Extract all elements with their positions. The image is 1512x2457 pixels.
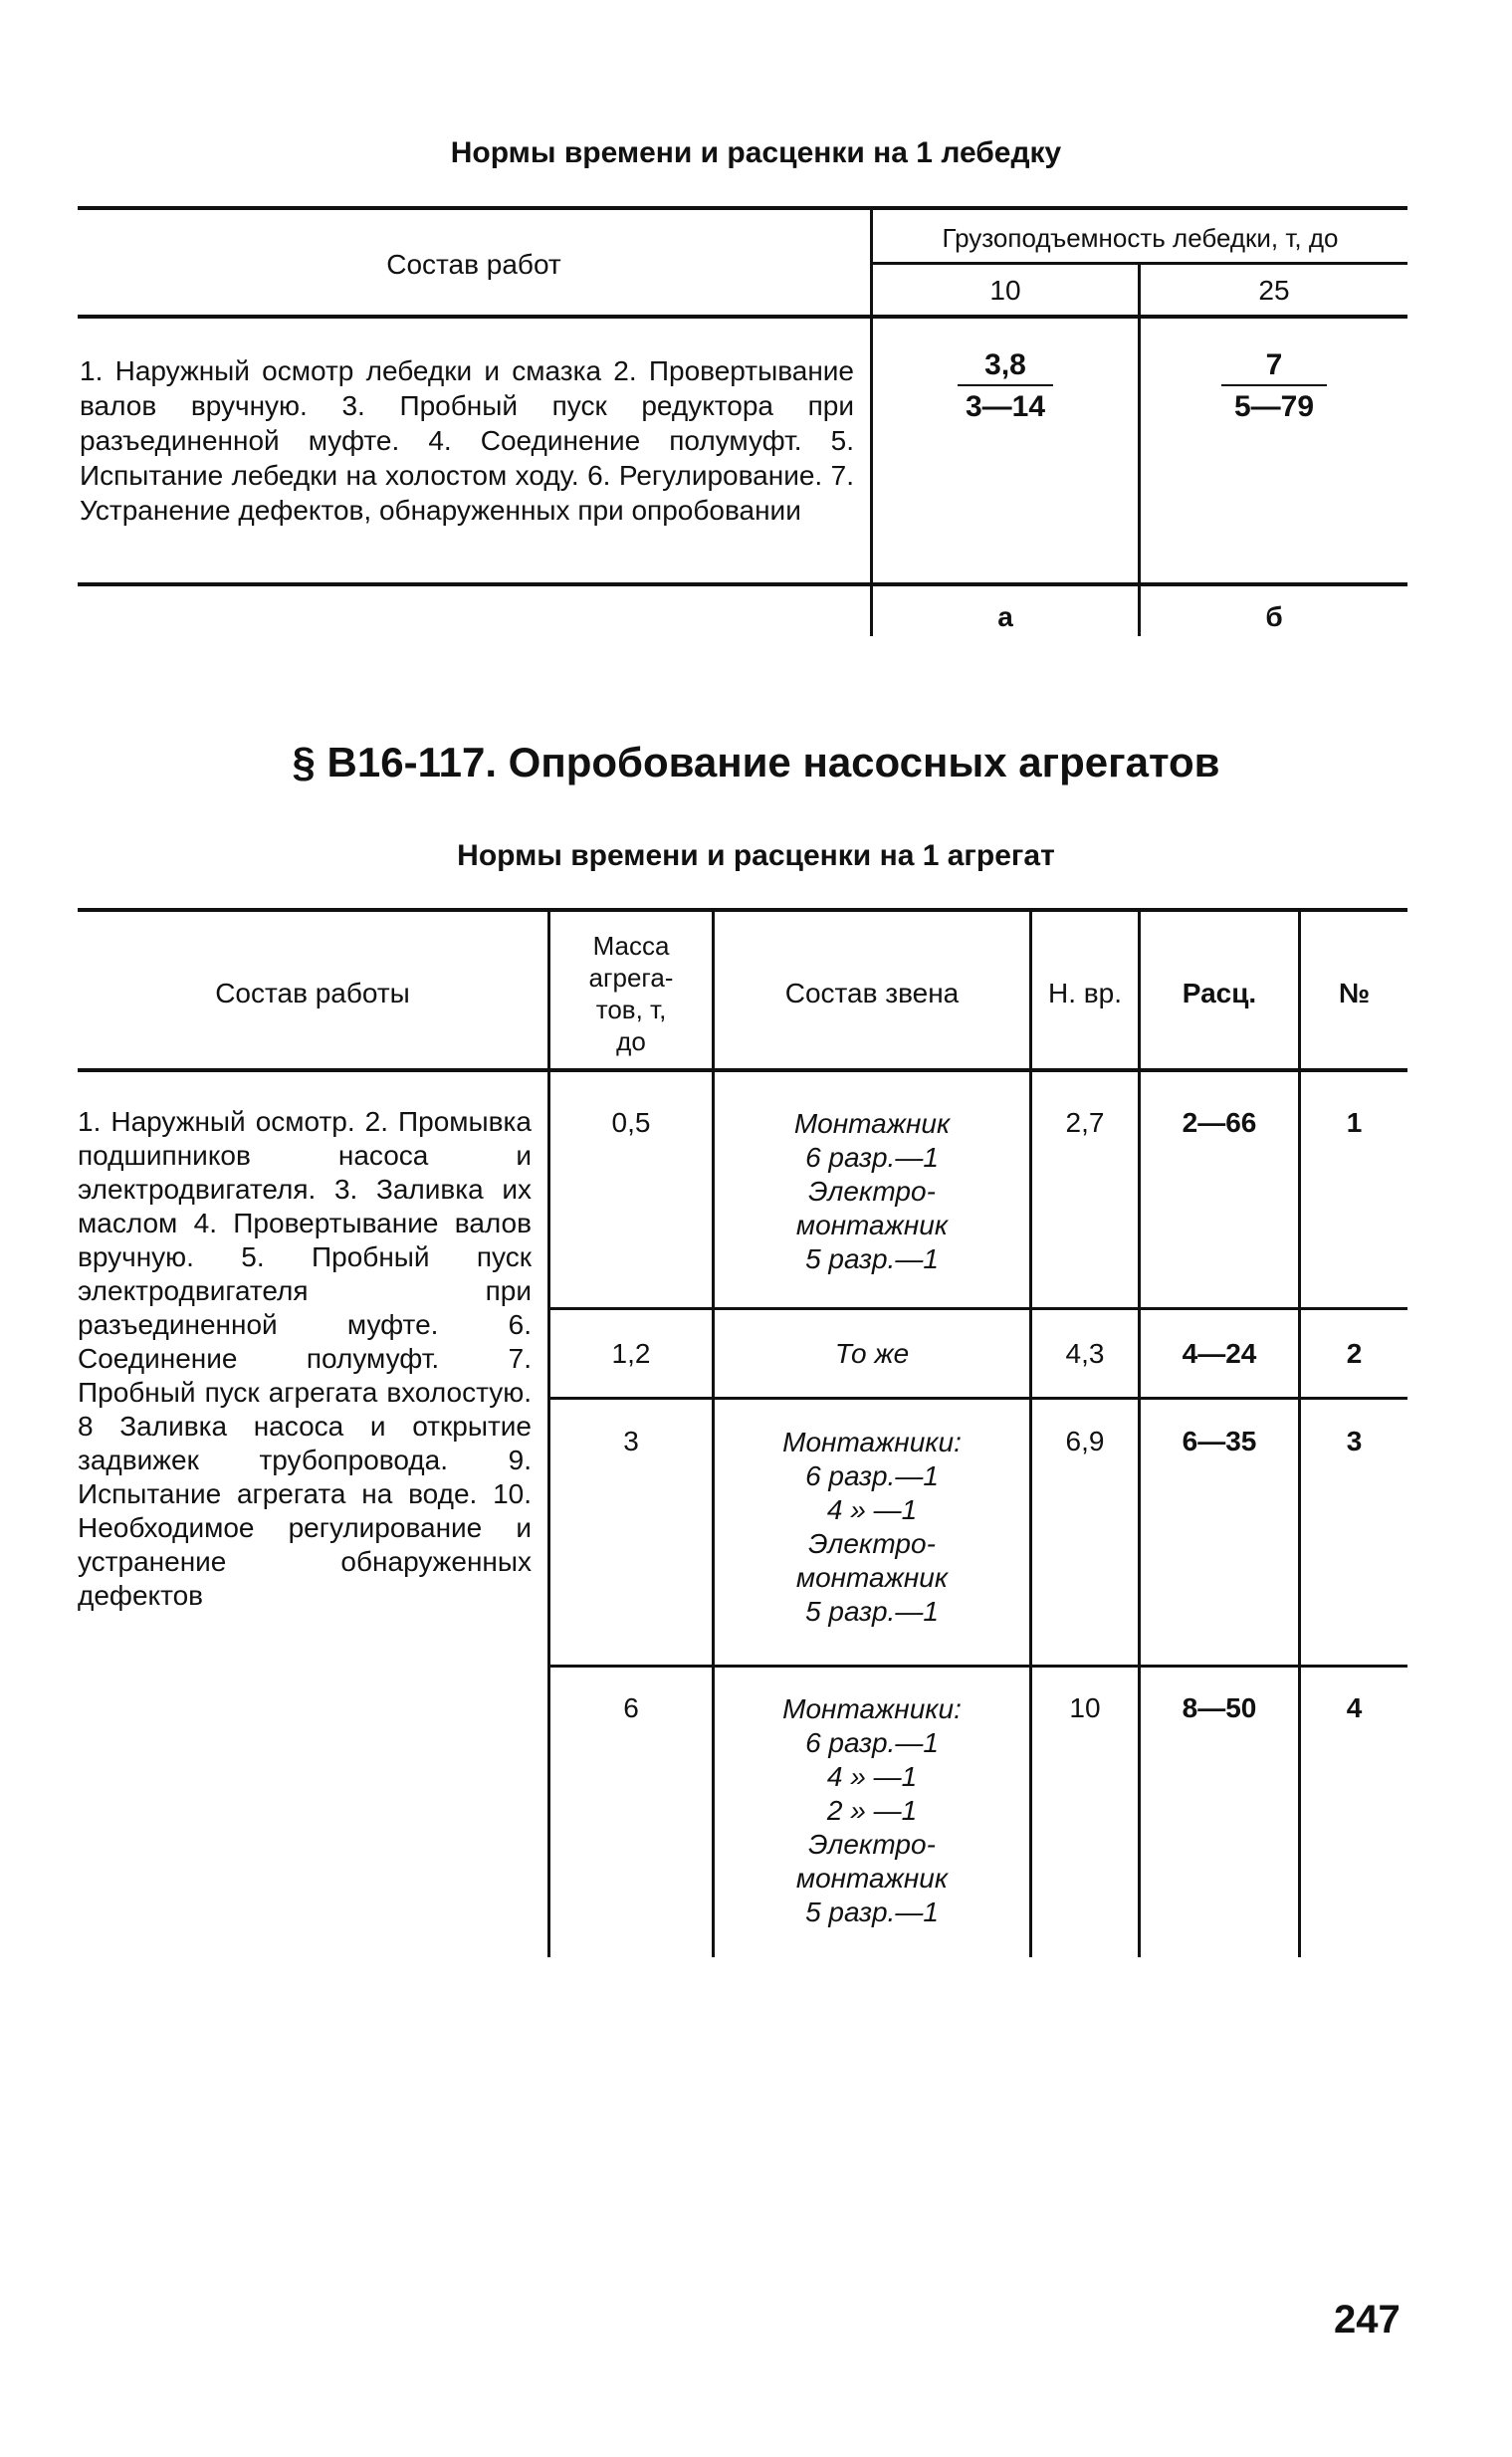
table2-row-3-mass: 3: [623, 1426, 639, 1456]
table1-index-b: б: [1265, 601, 1283, 632]
table2-row-4-mass: 6: [623, 1692, 639, 1723]
table2-row-3-rate: 6—35: [1182, 1426, 1257, 1456]
page-number: 247: [1334, 2298, 1401, 2342]
table2-header-norm: Н. вр.: [1047, 978, 1122, 1008]
table1-value-10-rate: 3—14: [965, 390, 1046, 423]
table1-top-rule: [78, 206, 1407, 210]
table1-divider-2: [1138, 265, 1141, 636]
table2-row-rule-1: [548, 1307, 1407, 1310]
table2-row-3-norm: 6,9: [1065, 1426, 1105, 1456]
table2-row-4-num: 4: [1346, 1692, 1363, 1723]
table1-value-10-time: 3,8: [984, 348, 1026, 381]
table1-value-25-time: 7: [1265, 348, 1283, 381]
table2-header-rule: [78, 1068, 1407, 1072]
table2-row-rule-3: [548, 1665, 1407, 1668]
table2-row-2-num: 2: [1346, 1338, 1363, 1369]
table1-work-text: 1. Наружный осмотр лебедки и смазка 2. Провертывание валов вручную. 3. Пробный пуск редуктора при разъединенной муфте. 4. Соединение полумуфт. 5. Испытание лебедки на холостом ходу. 6. Регулирование. 7. Устранение дефектов, обнаруженных при опробовании: [80, 355, 854, 526]
table2-row-2-mass: 1,2: [611, 1338, 651, 1369]
section-title: § В16-117. Опробование насосных агрегатов: [292, 739, 1220, 785]
table2-top-rule: [78, 908, 1407, 912]
table2-row-1-mass: 0,5: [611, 1107, 651, 1138]
table1-index-a: а: [997, 601, 1013, 632]
table1-header-work: Состав работ: [386, 249, 561, 280]
table1-bottom-rule: [78, 582, 1407, 586]
table2-header-crew: Состав звена: [784, 978, 960, 1008]
table2-row-2-rate: 4—24: [1182, 1338, 1257, 1369]
table2-row-1-crew: Монтажник 6 разр.—1 Электро- монтажник 5 разр.—1: [793, 1108, 951, 1274]
table2-row-2-norm: 4,3: [1065, 1338, 1105, 1369]
table2-row-1-norm: 2,7: [1065, 1107, 1105, 1138]
table1-value-25-rate: 5—79: [1233, 390, 1315, 423]
table2-work-text: 1. Наружный осмотр. 2. Промывка подшипников насоса и электродвигателя. 3. Заливка их маслом 4. Провертывание валов вручную. 5. Пробный пуск электродвигателя при разъединенной муфте. 6. Соединение полумуфт. 7. Пробный пуск агрегата вхолостую. 8 Заливка насоса и открытие задвижек трубопровода. 9. Испытание агрегата на воде. 10. Необходимое регулирование и устранение обнаруженных дефектов: [78, 1106, 532, 1611]
table1-col-25: 25: [1258, 275, 1290, 306]
table2-row-4-crew: Монтажники: 6 разр.—1 4 » —1 2 » —1 Электро- монтажник 5 разр.—1: [782, 1693, 962, 1927]
table2-row-4-rate: 8—50: [1182, 1692, 1257, 1723]
table2-row-rule-2: [548, 1397, 1407, 1400]
table2-caption: Нормы времени и расценки на 1 агрегат: [457, 839, 1055, 872]
table2-header-work: Состав работы: [215, 978, 410, 1008]
table1-header-capacity: Грузоподъемность лебедки, т, до: [942, 223, 1339, 253]
table2-row-1-rate: 2—66: [1182, 1107, 1257, 1138]
table2-row-2-crew: То же: [834, 1338, 910, 1369]
table1-header-rule: [78, 315, 1407, 319]
table2-row-1-num: 1: [1346, 1107, 1363, 1138]
table2-header-num: №: [1338, 978, 1371, 1008]
table2-header-rate: Расц.: [1182, 978, 1257, 1008]
table1-value-25: [1141, 348, 1407, 424]
table2-row-4-norm: 10: [1069, 1692, 1101, 1723]
table2-header-mass: Масса агрега- тов, т, до: [588, 931, 674, 1056]
table2-row-3-crew: Монтажники: 6 разр.—1 4 » —1 Электро- монтажник 5 разр.—1: [782, 1427, 962, 1627]
table1-col-10: 10: [989, 275, 1021, 306]
table2-row-3-num: 3: [1346, 1426, 1363, 1456]
table1-caption: Нормы времени и расценки на 1 лебедку: [450, 136, 1062, 169]
table1-value-10: [873, 348, 1138, 424]
